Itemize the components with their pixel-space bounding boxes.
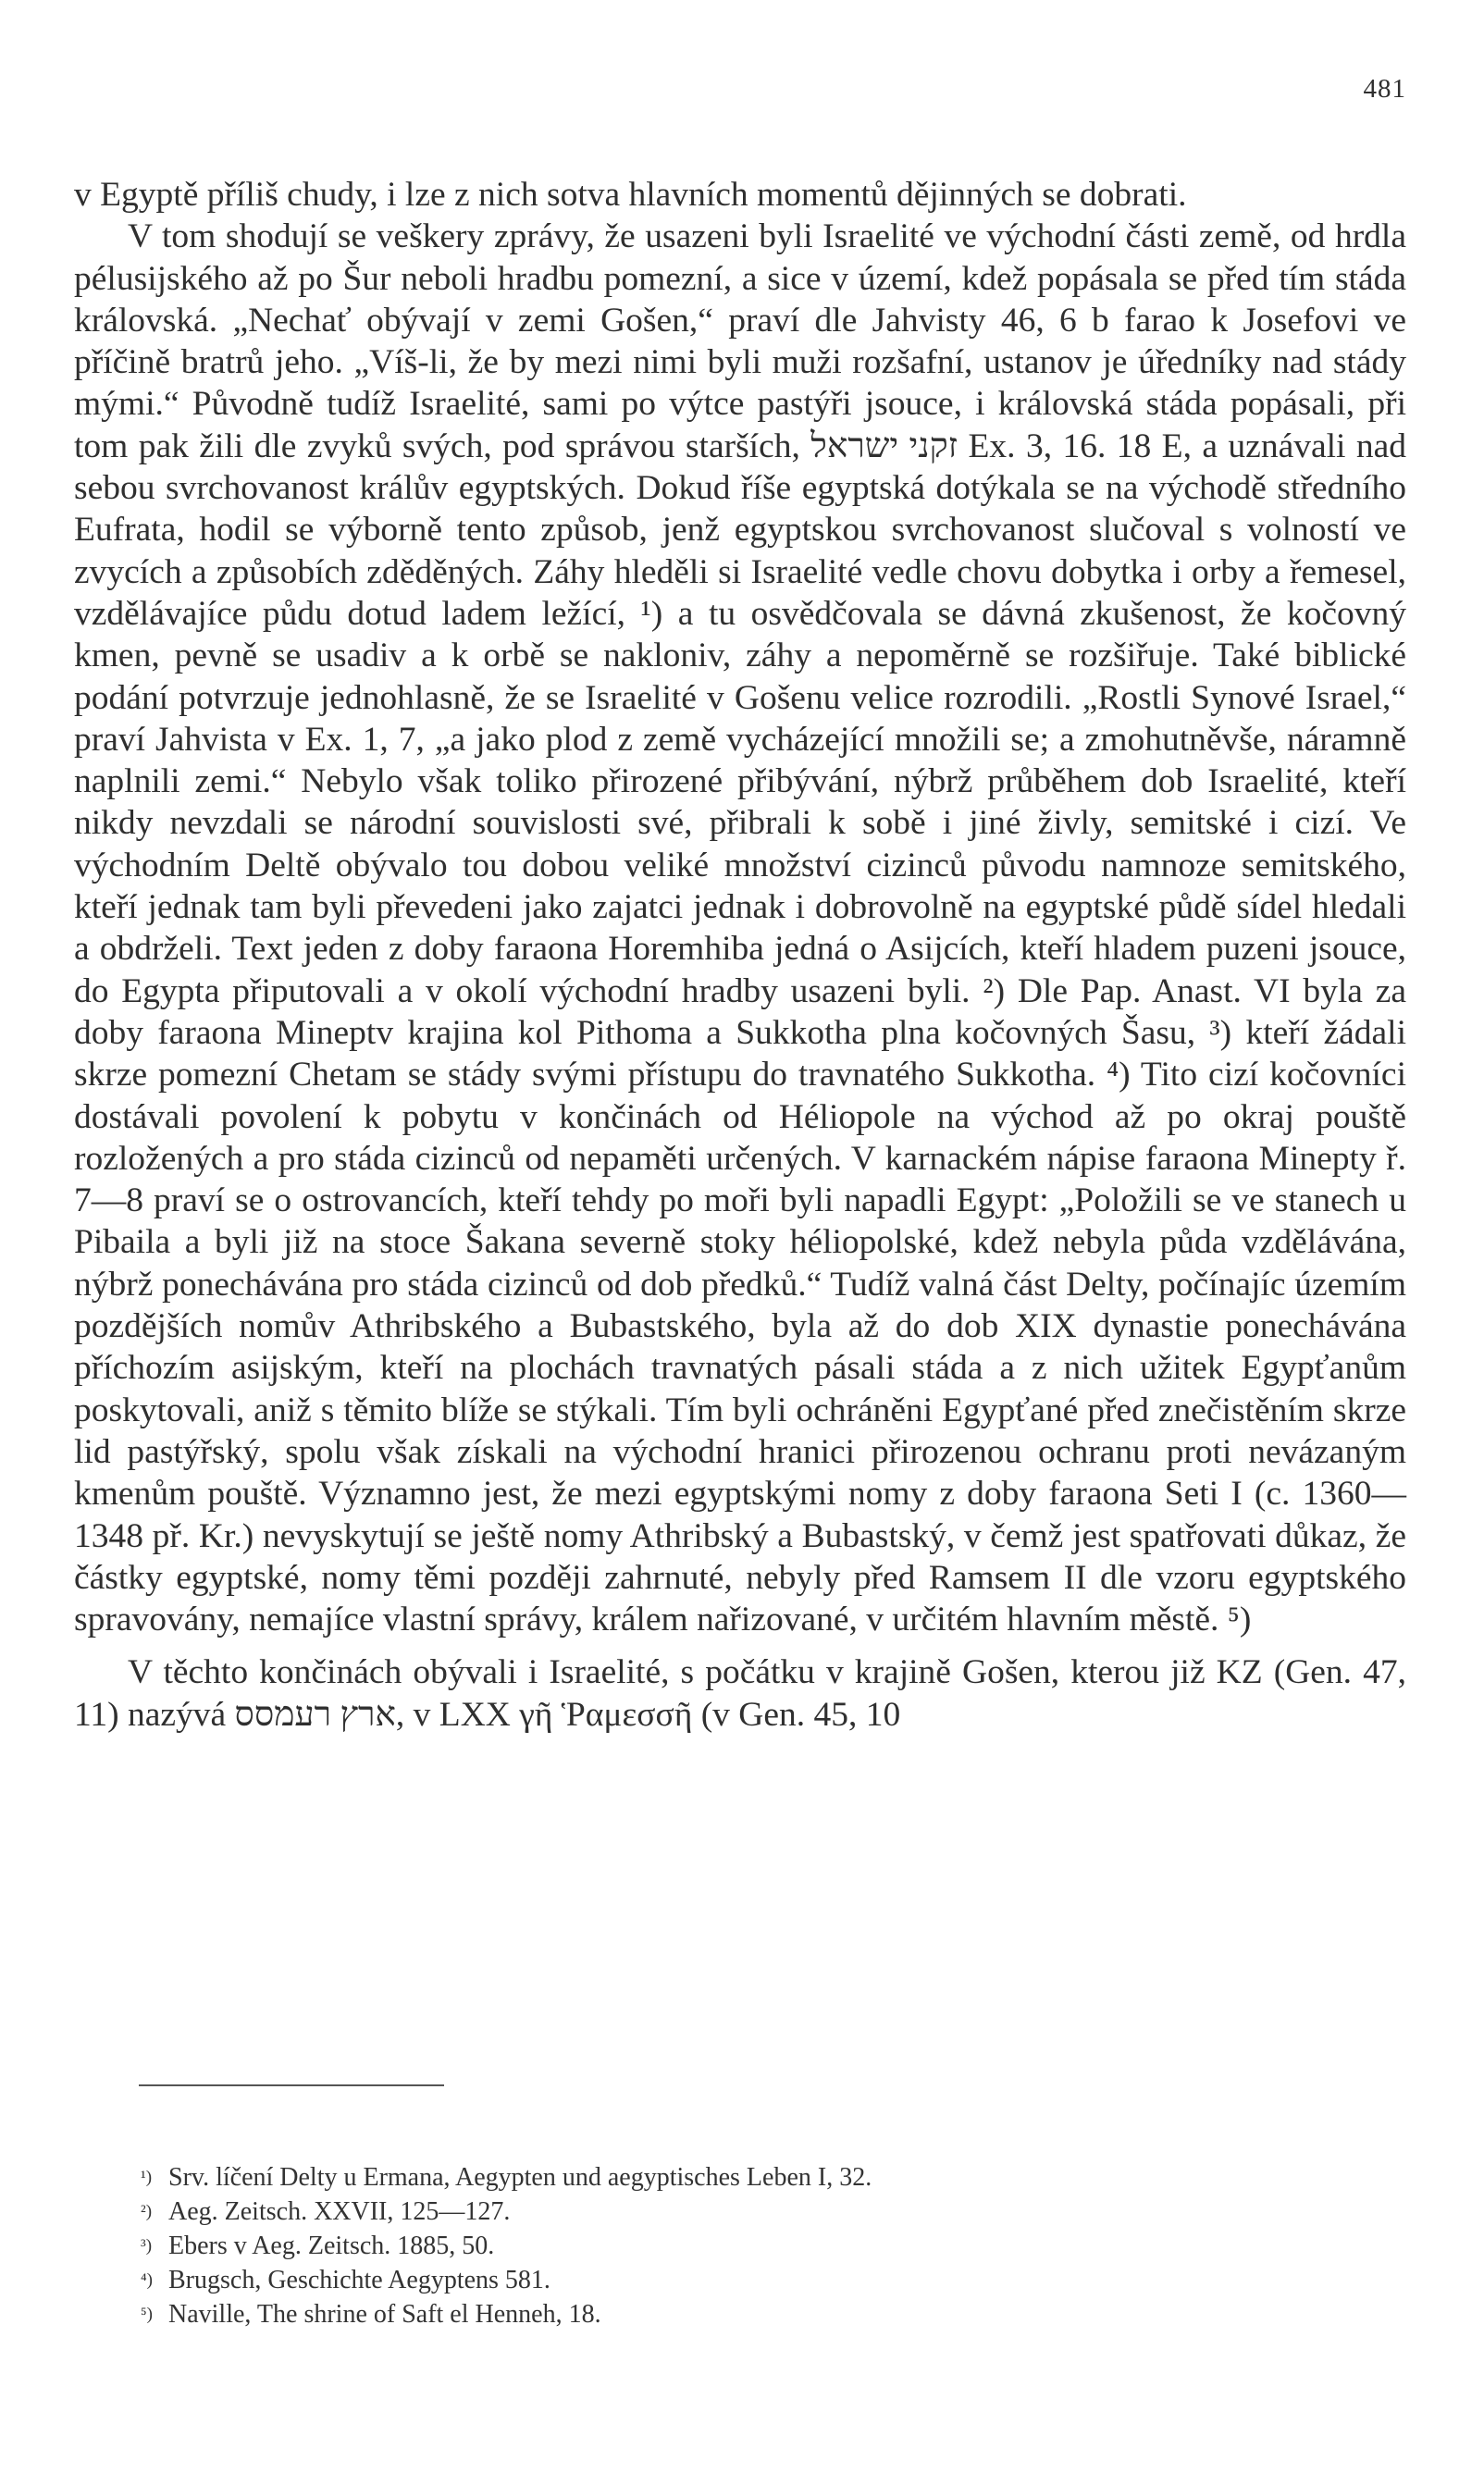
footnote-divider [139,2084,444,2086]
footnote-text: Ebers v Aeg. Zeitsch. 1885, 50. [168,2232,495,2260]
footnote-text: Naville, The shrine of Saft el Henneh, 18. [168,2300,601,2329]
footnote-mark: ⁴) [141,2270,153,2290]
paragraph-2: V tom shodují se veškery zprávy, že usazeni byli Israelité ve východní části země, od hrdla pélusijského až po Šur neboli hradbu pomezní, a sice v území, kdež popásala se před tím stáda královská. „Nechať obývají v zemi Gošen,“ praví dle Jahvisty 46, 6 b farao k Josefovi ve příčině bratrů jeho. „Víš-li, že by mezi nimi byli muži rozšafní, ustanov je úředníky nad stády mými.“ Původně tudíž Israelité, sami po výtce pastýři jsouce, i královská stáda popásali, při tom pak žili dle zvyků svých, pod správou starších, זקני ישראל Ex. 3, 16. 18 E, a uznávali nad sebou svrchovanost králův egyptských. Dokud říše egyptská dotýkala se na východě středního Eufrata, hodil se výborně tento způsob, jenž egyptskou svrchovanost slučoval s volností ve zvycích a způsobích zděděných. Záhy hleděli si Israelité vedle chovu dobytka i orby a řemesel, vzdělávajíce půdu dotud ladem ležící, ¹) a tu osvědčovala se dávná zkušenost, že kočovný kmen, pevně se usadiv a k orbě se nakloniv, záhy a nepoměrně se rozšiřuje. Také biblické podání potvrzuje jednohlasně, že se Israelité v Gošenu velice rozrodili. „Rostli Synové Israel,“ praví Jahvista v Ex. 1, 7, „a jako plod z země vycházející množili se; a zmohutněvše, náramně naplnili zemi.“ Nebylo však toliko přirozené přibývání, nýbrž průběhem dob Israelité, kteří nikdy nevzdali se národní souvislosti své, přibrali k sobě i jiné živly, semitské i cizí. Ve východním Deltě obývalo tou dobou veliké množství cizinců původu namnoze semitského, kteří jednak tam byli převedeni jako zajatci jednak i dobrovolně na egyptské půdě sídel hledali a obdrželi. Text jeden z doby faraona Horemhiba jedná o Asijcích, kteří hladem puzeni jsouce, do Egypta připutovali a v okolí východní hradby usazeni byli. ²) Dle Pap. Anast. VI byla za doby faraona Mineptv krajina kol Pithoma a Sukkotha plna kočovných Šasu, ³) kteří žádali skrze pomezní Chetam se stády svými přístupu do travnatého Sukkotha. ⁴) Tito cizí kočovníci dostávali povolení k pobytu v končinách od Héliopole na východ až po okraj pouště rozložených a pro stáda cizinců od nepaměti určených. V karnackém nápise faraona Minepty ř. 7—8 praví se o ostrovancích, kteří tehdy po moři byli napadli Egypt: „Položili se ve stanech u Pibaila a byli již na stoce Šakana severně stoky héliopolské, kdež nebyla půda vzdělávána, nýbrž ponechávána pro stáda cizinců od dob předků.“ Tudíž valná část Delty, počínajíc územím pozdějších nomův Athribského a Bubastského, byla až do dob XIX dynastie ponechávána příchozím asijským, kteří na plochách travnatých pásali stáda a z nich užitek Egypťanům poskytovali, aniž s těmito blíže se stýkali. Tím byli ochráněni Egypťané před znečistěním skrze lid pastýřský, spolu však získali na východní hranici přirozenou ochranu proti nevázaným kmenům pouště. Významno jest, že mezi egyptskými nomy z doby faraona Seti I (c. 1360—1348 př. Kr.) nevyskytují se ještě nomy Athribský a Bubastský, v čemž jest spatřovati důkaz, že částky egyptské, nomy těmi později zahrnuté, nebyly před Ramsem II dle vzoru egyptského spravovány, nemajíce vlastní správy, králem nařizované, v určitém hlavním městě. ⁵) [74,217,1407,1639]
footnote-mark: ¹) [141,2168,153,2187]
footnote-4 [141,2263,1251,2297]
footnote-5 [141,2297,1251,2331]
footnote-1 [141,2160,1251,2195]
footnote-mark: ²) [141,2202,153,2221]
footnote-2 [141,2195,1251,2229]
footnote-3 [141,2229,1251,2263]
footnote-mark: ³) [141,2236,153,2256]
footnote-text: Aeg. Zeitsch. XXVII, 125—127. [168,2197,511,2226]
page-number: 481 [1363,74,1406,104]
footnote-text: Brugsch, Geschichte Aegyptens 581. [168,2266,550,2294]
footnotes [141,2160,1251,2331]
footnote-mark: ⁵) [141,2305,153,2324]
paragraph-3: V těchto končinách obývali i Israelité, s počátku v krajině Gošen, kterou již KZ (Gen. 47, 11) nazývá ארץ רעמסס, v LXX γῆ Ῥαμεσσῆ (v Gen. 45, 10 [74,1653,1406,1734]
footnote-text: Srv. líčení Delty u Ermana, Aegypten und aegyptisches Leben I, 32. [168,2163,872,2192]
body-text [74,174,1406,1736]
paragraph-1: v Egyptě příliš chudy, i lze z nich sotva hlavních momentů dějinných se dobrati. [74,176,1187,214]
